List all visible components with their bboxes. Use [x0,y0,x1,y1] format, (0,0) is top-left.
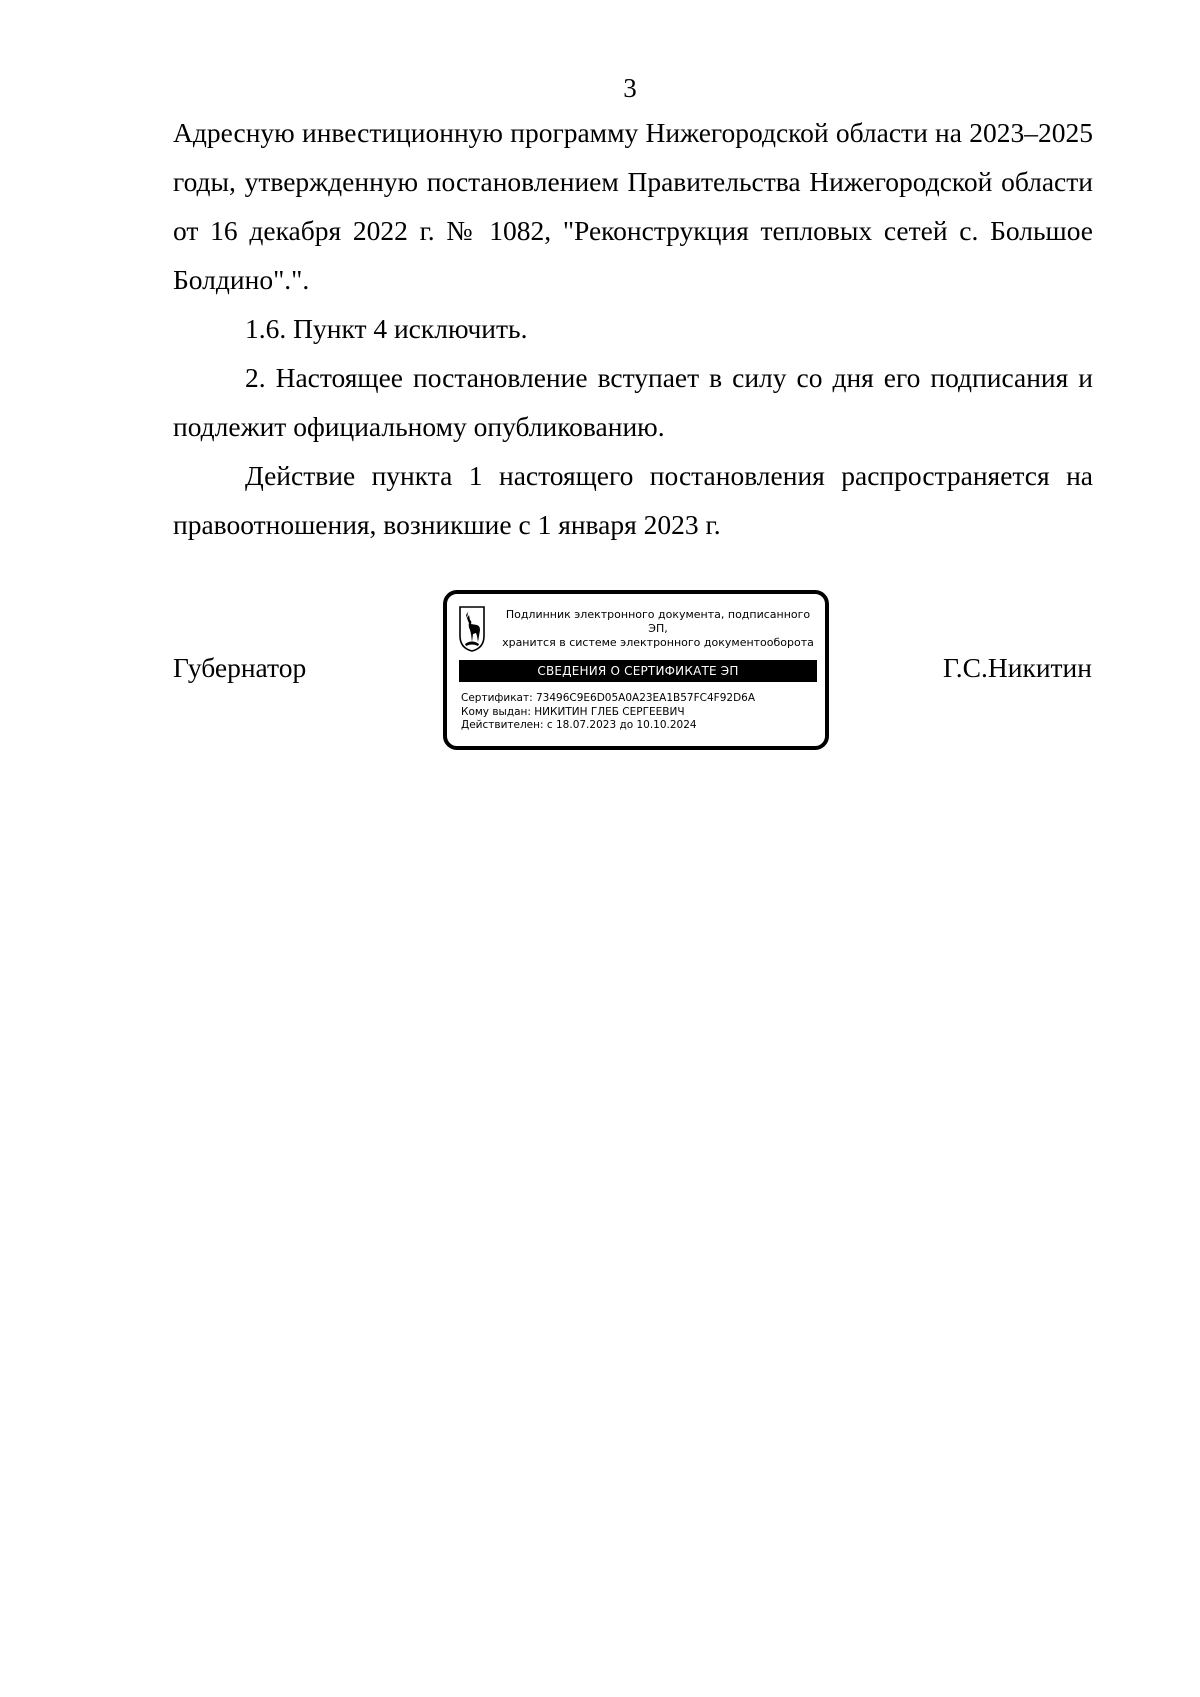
stamp-header-line-1: Подлинник электронного документа, подписанного ЭП, [505,608,811,635]
validity-row [461,719,821,733]
issued-to-row [461,706,821,720]
stamp-header [497,608,819,650]
page-number: 3 [623,73,637,103]
validity-value: с 18.07.2023 до 10.10.2024 [546,719,697,731]
certificate-row [461,692,821,706]
stamp-certificate-details [461,692,821,733]
signer-name: Г.С.Никитин [943,652,1092,683]
document-body [173,108,1093,549]
signature-block [0,590,1200,760]
certificate-label: Сертификат: [461,692,536,704]
deer-emblem-icon [459,606,485,652]
paragraph-effect-clause: Действие пункта 1 настоящего постановления распространяется на правоотношения, возникшие с 1 января 2023 г. [173,460,1093,540]
stamp-certificate-title: СВЕДЕНИЯ О СЕРТИФИКАТЕ ЭП [459,660,817,682]
paragraph-item-2: 2. Настоящее постановление вступает в силу со дня его подписания и подлежит официальному опубликованию. [173,362,1093,442]
stamp-header-line-2: хранится в системе электронного документооборота [502,636,814,649]
signer-position: Губернатор [173,652,307,683]
issued-to-label: Кому выдан: [461,705,535,718]
issued-to-value: НИКИТИН ГЛЕБ СЕРГЕЕВИЧ [534,705,685,718]
certificate-value: 73496C9E6D05A0A23EA1B57FC4F92D6A [535,692,756,704]
paragraph-investment-program: Адресную инвестиционную программу Нижегородской области на 2023–2025 годы, утвержденную постановлением Правительства Нижегородской области от 16 декабря 2022 г. № 1082, "Реконструкция тепловых сетей с. Большое Болдино".". [173,117,1093,295]
electronic-signature-stamp [443,590,829,750]
validity-label: Действителен: [461,719,547,731]
paragraph-item-1-6: 1.6. Пункт 4 исключить. [245,313,528,344]
